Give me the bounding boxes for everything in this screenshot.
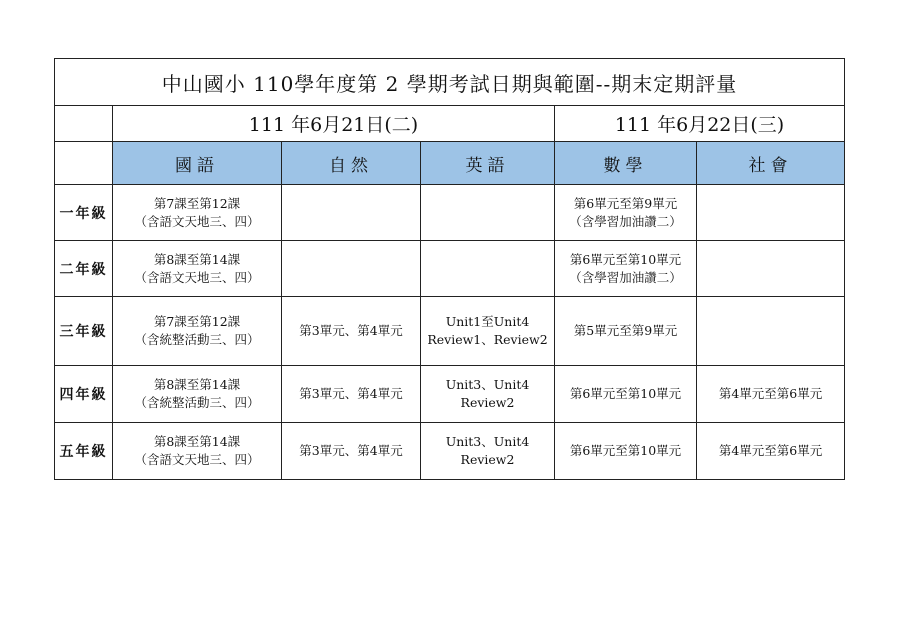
corner-blank-cell: [55, 142, 113, 185]
grade-row-3: [55, 297, 845, 366]
grade-row-5: [55, 423, 845, 480]
scope-cell: [697, 423, 845, 480]
page-title: 中山國小 110學年度第 2 學期考試日期與範圍--期末定期評量: [55, 59, 845, 106]
scope-cell: [421, 423, 555, 480]
scope-cell: [113, 185, 282, 241]
scope-line: 第6單元至第10單元: [569, 251, 682, 267]
scope-cell: [113, 241, 282, 297]
scope-line: 第5單元至第9單元: [573, 323, 678, 338]
scope-cell: [282, 297, 421, 366]
grade-row-2: [55, 241, 845, 297]
grade-label: 一年級: [55, 185, 113, 241]
scope-cell: [421, 297, 555, 366]
scope-cell-empty: [697, 241, 845, 297]
scope-line: Unit3、Unit4: [445, 377, 530, 392]
scope-cell-empty: [697, 297, 845, 366]
grade-label: 四年級: [55, 366, 113, 423]
grade-row-1: [55, 185, 845, 241]
scope-line: 第3單元、第4單元: [299, 386, 403, 401]
scope-line: Review2: [460, 452, 515, 467]
scope-cell-empty: [697, 185, 845, 241]
scope-line: 第7課至第12課: [153, 314, 241, 329]
scope-line: Unit3、Unit4: [445, 434, 530, 449]
grade-row-4: [55, 366, 845, 423]
scope-cell: [555, 366, 697, 423]
exam-date-2: 111 年6月22日(三): [555, 106, 845, 142]
scope-cell: [282, 423, 421, 480]
scope-cell: [555, 241, 697, 297]
scope-line: Unit1至Unit4: [445, 314, 530, 329]
scope-line: 第6單元至第10單元: [569, 386, 682, 401]
scope-line: 第8課至第14課: [153, 251, 241, 267]
scope-line: 第8課至第14課: [153, 434, 241, 449]
grade-label: 二年級: [55, 241, 113, 297]
scope-cell: [555, 423, 697, 480]
subject-header-chinese: 國語: [113, 142, 282, 185]
scope-line: 第6單元至第9單元: [573, 195, 678, 211]
subject-header-english: 英語: [421, 142, 555, 185]
scope-line: （含學習加油讚二）: [569, 269, 682, 285]
scope-line: （含語文天地三、四）: [134, 452, 260, 467]
scope-cell-empty: [282, 241, 421, 297]
scope-line: 第3單元、第4單元: [299, 323, 403, 338]
scope-line: 第4單元至第6單元: [718, 443, 823, 458]
scope-line: 第6單元至第10單元: [569, 443, 682, 458]
grade-label: 五年級: [55, 423, 113, 480]
scope-line: Review1、Review2: [427, 332, 548, 347]
subject-header-science: 自然: [282, 142, 421, 185]
scope-line: （含語文天地三、四）: [134, 213, 260, 229]
subject-header-math: 數學: [555, 142, 697, 185]
grade-label: 三年級: [55, 297, 113, 366]
exam-schedule-table: [54, 58, 845, 480]
scope-line: Review2: [460, 395, 515, 410]
scope-cell: [421, 366, 555, 423]
scope-line: 第3單元、第4單元: [299, 443, 403, 458]
scope-cell: [113, 297, 282, 366]
scope-line: （含學習加油讚二）: [569, 213, 682, 229]
scope-cell: [113, 423, 282, 480]
scope-line: （含語文天地三、四）: [134, 269, 260, 285]
scope-line: 第4單元至第6單元: [718, 386, 823, 401]
scope-line: （含統整活動三、四）: [134, 395, 260, 410]
scope-cell: [113, 366, 282, 423]
scope-cell-empty: [421, 241, 555, 297]
corner-blank-cell: [55, 106, 113, 142]
scope-line: 第7課至第12課: [153, 195, 241, 211]
scope-line: （含統整活動三、四）: [134, 332, 260, 347]
scope-cell: [555, 297, 697, 366]
scope-cell: [282, 366, 421, 423]
scope-line: 第8課至第14課: [153, 377, 241, 392]
subject-header-social: 社會: [697, 142, 845, 185]
scope-cell-empty: [282, 185, 421, 241]
scope-cell-empty: [421, 185, 555, 241]
scope-cell: [555, 185, 697, 241]
scope-cell: [697, 366, 845, 423]
exam-date-1: 111 年6月21日(二): [113, 106, 555, 142]
